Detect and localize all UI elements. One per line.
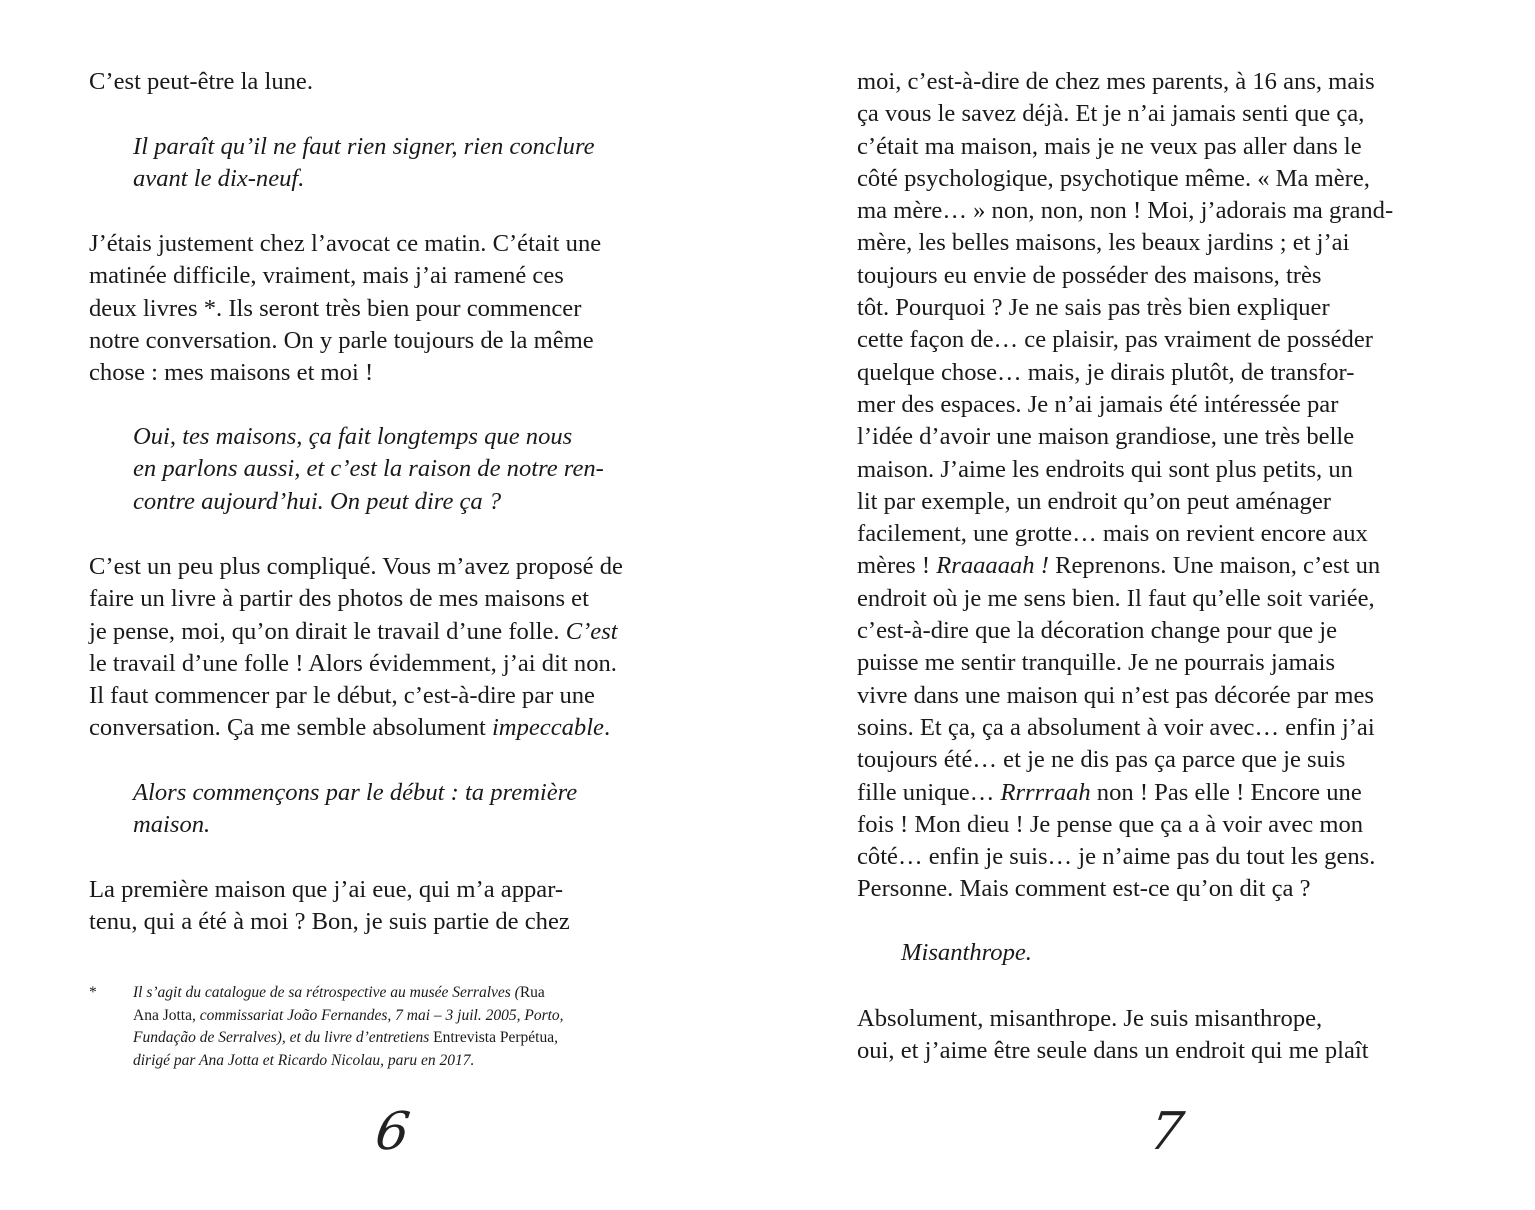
text-line: mer des espaces. Je n’ai jamais été intéressée par: [857, 390, 1339, 418]
text-segment: Entrevista Perpétua: [433, 1029, 555, 1046]
text-line: notre conversation. On y parle toujours de la même: [89, 326, 594, 354]
text-segment: je pense, moi, qu’on dirait le travail d’une folle.: [89, 617, 566, 645]
text-line: côté psychologique, psychotique même. « Ma mère,: [857, 164, 1370, 192]
page-number: 6: [371, 1102, 414, 1162]
text-line: l’idée d’avoir une maison grandiose, une très belle: [857, 423, 1355, 451]
text-line: [89, 712, 681, 744]
text-line: [89, 616, 681, 648]
emphasis-text: C’est: [565, 617, 618, 645]
text-line: Oui, tes maisons, ça fait longtemps que nous: [133, 423, 573, 450]
text-line: fois ! Mon dieu ! Je pense que ça a à voir avec mon: [857, 810, 1364, 838]
text-line: Il faut commencer par le début, c’est-à-dire par une: [89, 682, 595, 710]
text-line: dirigé par Ana Jotta et Ricardo Nicolau, paru en 2017.: [133, 1051, 475, 1069]
emphasis-text: impeccable: [491, 714, 604, 742]
text-line: cette façon de… ce plaisir, pas vraiment de posséder: [857, 326, 1373, 354]
right-page: [767, 0, 1535, 1210]
text-line: soins. Et ça, ça a absolument à voir avec… enfin j’ai: [857, 713, 1375, 741]
text-line: ça vous le savez déjà. Et je n’ai jamais senti que ça,: [857, 100, 1365, 128]
text-line: [857, 550, 1449, 582]
text-line: le travail d’une folle ! Alors évidemment, j’ai dit non.: [89, 649, 617, 677]
text-line: c’était ma maison, mais je ne veux pas aller dans le: [857, 132, 1362, 160]
text-line: facilement, une grotte… mais on revient encore aux: [857, 520, 1368, 548]
text-line: Misanthrope.: [901, 939, 1032, 966]
text-segment: Il s’agit du catalogue de sa rétrospective au musée Serralves (: [133, 984, 520, 1001]
paragraph-2: [857, 1003, 1449, 1068]
text-line: maison. J’aime les endroits qui sont plus petits, un: [857, 455, 1353, 483]
emphasis-text: Rrrrraah: [1000, 778, 1091, 806]
paragraph-2: [89, 228, 681, 389]
text-segment: fille unique…: [857, 778, 1001, 806]
question-2: [133, 421, 681, 518]
text-line: toujours été… et je ne dis pas ça parce que je suis: [857, 746, 1346, 774]
text-line: La première maison que j’ai eue, qui m’a appar-: [89, 876, 564, 903]
text-segment: mères !: [857, 552, 937, 580]
text-segment: non ! Pas elle ! Encore une: [1090, 778, 1362, 806]
text-line: vivre dans une maison qui n’est pas décorée par mes: [857, 681, 1374, 709]
text-line: quelque chose… mais, je dirais plutôt, de transfor-: [857, 358, 1355, 386]
text-line: J’étais justement chez l’avocat ce matin. C’était une: [89, 230, 602, 257]
paragraph-1: [857, 66, 1449, 906]
page-number: 7: [1145, 1102, 1188, 1162]
text-line: deux livres *. Ils seront très bien pour commencer: [89, 294, 582, 322]
text-line: tenu, qui a été à moi ? Bon, je suis partie de chez: [89, 908, 570, 936]
question-3: [133, 777, 681, 842]
text-line: [133, 982, 681, 1005]
text-line: Il paraît qu’il ne faut rien signer, rien conclure: [133, 133, 595, 160]
text-line: faire un livre à partir des photos de mes maisons et: [89, 585, 589, 613]
text-line: tôt. Pourquoi ? Je ne sais pas très bien expliquer: [857, 294, 1330, 322]
text-line: Alors commençons par le début : ta première: [133, 779, 578, 806]
text-segment: ,: [554, 1029, 558, 1046]
text-segment: Fundação de Serralves), et du livre d’entretiens: [133, 1029, 434, 1046]
paragraph-3: [89, 551, 681, 745]
text-line: côté… enfin je suis… je n’aime pas du tout les gens.: [857, 843, 1376, 871]
text-line: C’est un peu plus compliqué. Vous m’avez proposé de: [89, 553, 623, 580]
text-line: oui, et j’aime être seule dans un endroit qui me plaît: [857, 1037, 1369, 1065]
question-1: [901, 937, 1449, 969]
text-segment: Rua: [519, 984, 545, 1001]
text-segment: conversation. Ça me semble absolument: [89, 714, 492, 742]
text-line: puisse me sentir tranquille. Je ne pourrais jamais: [857, 649, 1336, 677]
text-line: mère, les belles maisons, les beaux jardins ; et j’ai: [857, 229, 1350, 257]
text-line: moi, c’est-à-dire de chez mes parents, à 16 ans, mais: [857, 68, 1375, 95]
text-segment: .: [603, 714, 611, 742]
text-line: lit par exemple, un endroit qu’on peut aménager: [857, 487, 1331, 515]
text-line: [133, 1005, 681, 1028]
paragraph-1: [89, 66, 681, 98]
text-line: avant le dix-neuf.: [133, 165, 305, 193]
footnote-text: [133, 982, 681, 1072]
text-line: c’est-à-dire que la décoration change pour que je: [857, 617, 1338, 645]
text-line: Personne. Mais comment est-ce qu’on dit ça ?: [857, 875, 1311, 903]
text-line: contre aujourd’hui. On peut dire ça ?: [133, 487, 502, 515]
left-page: [0, 0, 767, 1210]
text-segment: Ana Jotta: [133, 1006, 192, 1024]
text-line: en parlons aussi, et c’est la raison de notre ren-: [133, 455, 604, 483]
text-line: C’est peut-être la lune.: [89, 68, 313, 95]
text-segment: , commissariat João Fernandes, 7 mai – 3 juil. 2005, Porto,: [191, 1006, 564, 1024]
question-1: [133, 131, 681, 196]
text-line: toujours eu envie de posséder des maisons, très: [857, 261, 1322, 289]
emphasis-text: Rraaaaah !: [936, 552, 1049, 580]
text-line: [133, 1027, 681, 1050]
text-line: maison.: [133, 811, 211, 839]
text-line: [857, 777, 1449, 809]
text-line: endroit où je me sens bien. Il faut qu’elle soit variée,: [857, 584, 1375, 612]
text-line: ma mère… » non, non, non ! Moi, j’adorais ma grand-: [857, 197, 1394, 225]
text-line: Absolument, misanthrope. Je suis misanthrope,: [857, 1005, 1323, 1032]
footnote-mark: *: [89, 984, 97, 1001]
text-line: chose : mes maisons et moi !: [89, 359, 374, 387]
text-segment: Reprenons. Une maison, c’est un: [1048, 552, 1381, 580]
text-line: matinée difficile, vraiment, mais j’ai ramené ces: [89, 262, 564, 290]
paragraph-4: [89, 874, 681, 939]
